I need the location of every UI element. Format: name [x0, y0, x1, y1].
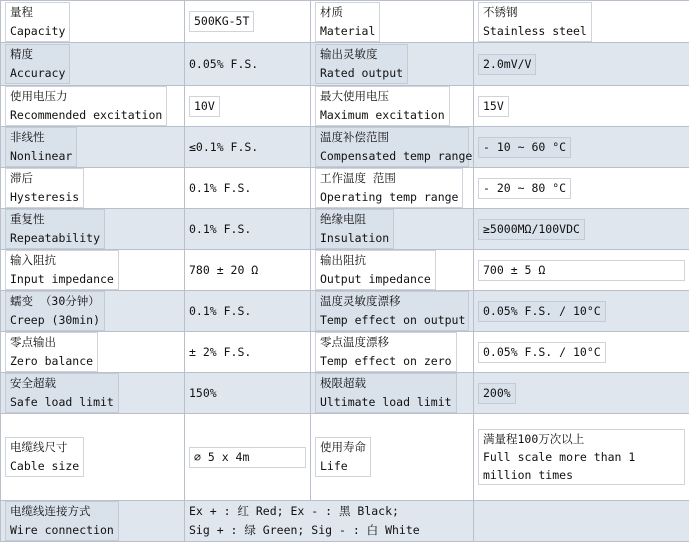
- label-en: Material: [320, 22, 375, 41]
- label-cell: [311, 250, 474, 291]
- value-cell: [474, 127, 689, 168]
- value-cell: [185, 86, 311, 127]
- value-cell: [474, 291, 689, 332]
- label-cell: [1, 373, 185, 414]
- value-text: 150%: [189, 386, 217, 400]
- label-en: Rated output: [320, 64, 403, 83]
- value-cell: [185, 209, 311, 250]
- label-cell: [311, 86, 474, 127]
- value-text: 0.1% F.S.: [189, 304, 251, 318]
- label-en: Wire connection: [10, 521, 114, 540]
- value-en: Stainless steel: [483, 22, 587, 41]
- table-row-capacity: [1, 1, 689, 43]
- label-zh: 电缆线连接方式: [10, 502, 114, 521]
- value-en: Full scale more than 1 million times: [483, 448, 680, 484]
- label-zh: 蠕变 （30分钟）: [10, 292, 100, 311]
- label-zh: 输入阻抗: [10, 251, 114, 270]
- label-cell: [311, 291, 474, 332]
- label-en: Output impedance: [320, 270, 431, 289]
- value-cell: [185, 291, 311, 332]
- label-en: Ultimate load limit: [320, 393, 452, 412]
- label-en: Insulation: [320, 229, 389, 248]
- wire-connection-cell: [185, 501, 474, 542]
- label-cell: [1, 501, 185, 542]
- label-cell: [1, 168, 185, 209]
- label-zh: 温度灵敏度漂移: [320, 292, 464, 311]
- value-cell: [185, 373, 311, 414]
- label-zh: 输出阻抗: [320, 251, 431, 270]
- label-en: Safe load limit: [10, 393, 114, 412]
- label-en: Hysteresis: [10, 188, 79, 207]
- value-text: 0.05% F.S. / 10°C: [478, 342, 606, 363]
- label-cell: [1, 414, 185, 501]
- label-en: Temp effect on output: [320, 311, 464, 330]
- label-zh: 安全超载: [10, 374, 114, 393]
- value-text: - 10 ~ 60 °C: [478, 137, 571, 158]
- value-cell: [474, 209, 689, 250]
- label-zh: 温度补偿范围: [320, 128, 464, 147]
- value-zh: 满量程100万次以上: [483, 430, 680, 448]
- table-row-accuracy: [1, 43, 689, 86]
- value-text: ≤0.1% F.S.: [189, 140, 258, 154]
- value-text: ≥5000MΩ/100VDC: [478, 219, 585, 240]
- label-zh: 零点输出: [10, 333, 93, 352]
- value-cell: [185, 332, 311, 373]
- value-cell: [185, 127, 311, 168]
- label-en: Capacity: [10, 22, 65, 41]
- label-cell: [1, 86, 185, 127]
- value-text: 0.1% F.S.: [189, 181, 251, 195]
- label-en: Operating temp range: [320, 188, 458, 207]
- label-cell: [311, 127, 474, 168]
- label-zh: 最大使用电压: [320, 87, 445, 106]
- label-cell: [1, 209, 185, 250]
- label-zh: 使用电压力: [10, 87, 162, 106]
- value-cell: [474, 250, 689, 291]
- value-text: 200%: [478, 383, 516, 404]
- label-cell: [311, 332, 474, 373]
- label-cell: [1, 43, 185, 86]
- wire-line-2: Sig + : 绿 Green; Sig - : 白 White: [189, 521, 469, 540]
- value-text: 0.1% F.S.: [189, 222, 251, 236]
- table-row-excitation: [1, 86, 689, 127]
- value-cell: [474, 414, 689, 501]
- value-zh: 不锈钢: [483, 3, 587, 22]
- value-text: ± 2% F.S.: [189, 345, 251, 359]
- value-text: 0.05% F.S.: [189, 57, 258, 71]
- label-en: Cable size: [10, 457, 79, 476]
- label-cell: [311, 168, 474, 209]
- label-zh: 零点温度漂移: [320, 333, 452, 352]
- value-text: 0.05% F.S. / 10°C: [478, 301, 606, 322]
- value-text: 500KG-5T: [189, 11, 254, 32]
- label-zh: 滞后: [10, 169, 79, 188]
- label-zh: 材质: [320, 3, 375, 22]
- value-cell: [474, 168, 689, 209]
- label-cell: [311, 209, 474, 250]
- label-en: Compensated temp range: [320, 147, 464, 166]
- label-zh: 工作温度 范围: [320, 169, 458, 188]
- label-en: Nonlinear: [10, 147, 72, 166]
- label-zh: 重复性: [10, 210, 100, 229]
- empty-cell: [474, 501, 689, 542]
- label-en: Recommended excitation: [10, 106, 162, 125]
- label-zh: 输出灵敏度: [320, 45, 403, 64]
- value-cell: [474, 86, 689, 127]
- label-cell: [1, 291, 185, 332]
- label-zh: 非线性: [10, 128, 72, 147]
- value-text: 15V: [478, 96, 509, 117]
- value-text: 780 ± 20 Ω: [189, 263, 258, 277]
- label-zh: 使用寿命: [320, 438, 366, 457]
- wire-line-1: Ex + : 红 Red; Ex - : 黑 Black;: [189, 502, 469, 521]
- label-en: Repeatability: [10, 229, 100, 248]
- table-row-hysteresis: [1, 168, 689, 209]
- label-zh: 极限超载: [320, 374, 452, 393]
- label-en: Zero balance: [10, 352, 93, 371]
- label-en: Input impedance: [10, 270, 114, 289]
- value-text: - 20 ~ 80 °C: [478, 178, 571, 199]
- label-cell: [311, 43, 474, 86]
- table-row-overload: [1, 373, 689, 414]
- label-en: Life: [320, 457, 366, 476]
- label-zh: 精度: [10, 45, 65, 64]
- label-zh: 电缆线尺寸: [10, 438, 79, 457]
- table-row-zero-balance: [1, 332, 689, 373]
- label-en: Creep (30min): [10, 311, 100, 330]
- value-cell: [474, 1, 689, 43]
- value-cell: [474, 43, 689, 86]
- label-cell: [311, 1, 474, 43]
- label-en: Accuracy: [10, 64, 65, 83]
- label-cell: [1, 127, 185, 168]
- value-cell: [185, 43, 311, 86]
- table-row-impedance: [1, 250, 689, 291]
- table-row-repeatability: [1, 209, 689, 250]
- table-row-cable: [1, 414, 689, 501]
- value-text: 10V: [189, 96, 220, 117]
- value-text: ⌀ 5 x 4m: [189, 447, 306, 468]
- label-en: Maximum excitation: [320, 106, 445, 125]
- table-row-creep: [1, 291, 689, 332]
- value-cell: [185, 168, 311, 209]
- value-text: 2.0mV/V: [478, 54, 536, 75]
- value-cell: [185, 250, 311, 291]
- value-cell: [185, 414, 311, 501]
- label-cell: [311, 414, 474, 501]
- value-cell: [474, 332, 689, 373]
- table-row-wire-connection: [1, 501, 689, 542]
- value-cell: [474, 373, 689, 414]
- label-zh: 量程: [10, 3, 65, 22]
- label-cell: [1, 1, 185, 43]
- label-cell: [1, 250, 185, 291]
- label-cell: [1, 332, 185, 373]
- label-cell: [311, 373, 474, 414]
- table-row-nonlinear: [1, 127, 689, 168]
- label-en: Temp effect on zero: [320, 352, 452, 371]
- value-text: 700 ± 5 Ω: [478, 260, 685, 281]
- label-zh: 绝缘电阻: [320, 210, 389, 229]
- value-cell: [185, 1, 311, 43]
